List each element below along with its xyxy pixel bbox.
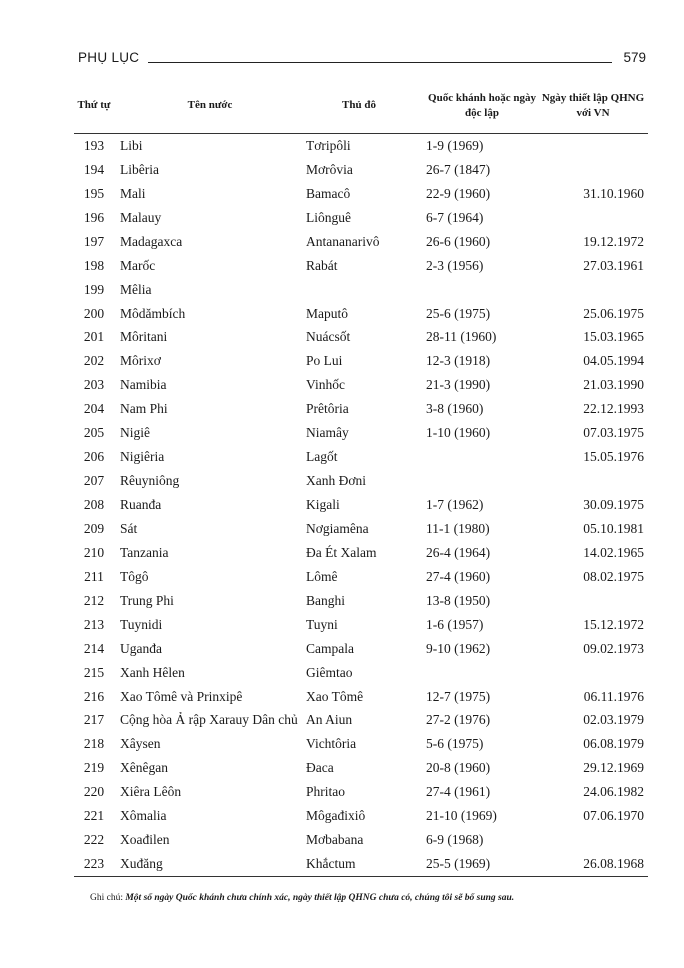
table-row [74,254,648,278]
row-order: 221 [83,808,105,824]
table-row [74,230,648,254]
table-row [74,158,648,182]
row-relations-date [538,158,648,182]
row-capital [306,278,426,302]
row-relations-date: 06.11.1976 [583,688,644,704]
column-header-order: Thứ tự [74,78,114,134]
row-capital: Maputô [306,305,348,321]
row-national-day [426,469,538,493]
row-national-day: 21-3 (1990) [426,377,491,393]
row-capital: Vinhốc [306,377,345,393]
row-capital: Đaca [306,760,334,776]
row-order: 194 [83,161,105,177]
row-national-day [426,445,538,469]
row-order: 210 [83,544,105,560]
table-header-row [74,78,648,134]
row-country: Tanzania [120,544,169,560]
row-national-day: 1-7 (1962) [426,497,484,513]
row-order: 203 [83,377,105,393]
row-national-day: 1-9 (1969) [426,137,484,153]
row-order: 200 [83,305,105,321]
row-relations-date [538,661,648,685]
row-relations-date: 25.06.1975 [583,305,644,321]
row-national-day: 21-10 (1969) [426,808,497,824]
row-national-day: 1-10 (1960) [426,425,491,441]
row-capital: Po Lui [306,353,343,369]
table-row [74,804,648,828]
row-country: Madagaxca [120,233,183,249]
row-relations-date: 07.06.1970 [583,808,644,824]
row-relations-date [538,469,648,493]
row-national-day: 25-5 (1969) [426,852,538,876]
row-relations-date: 04.05.1994 [583,353,644,369]
table-row [74,134,648,158]
row-national-day: 12-3 (1918) [426,353,491,369]
row-capital: Banghi [306,592,345,608]
row-relations-date: 21.03.1990 [583,377,644,393]
row-country: Nam Phi [120,401,168,417]
table-row [74,732,648,756]
header-rule [148,62,612,63]
page-number: 579 [623,50,646,65]
row-capital: Môgađixiô [306,808,366,824]
row-national-day: 6-9 (1968) [426,832,484,848]
row-country: Xiêra Lêôn [120,784,182,800]
row-country: Tôgô [120,568,149,584]
row-country: Xanh Hêlen [120,664,185,680]
row-country: Trung Phi [120,592,174,608]
row-capital: Mơrôvia [306,161,353,177]
table-row [74,373,648,397]
row-national-day: 9-10 (1962) [426,640,491,656]
table-row [74,302,648,326]
row-order: 195 [83,185,105,201]
table-row [74,828,648,852]
row-capital: Liônguê [306,209,351,225]
row-capital: Khắctum [306,852,426,876]
table-row [74,397,648,421]
row-country: Libi [120,137,143,153]
row-order: 212 [83,592,105,608]
row-national-day [426,661,538,685]
row-relations-date: 06.08.1979 [583,736,644,752]
row-order: 193 [83,137,105,153]
row-relations-date [538,589,648,613]
row-country: Marốc [120,257,156,273]
row-relations-date: 09.02.1973 [583,640,644,656]
row-national-day: 3-8 (1960) [426,401,484,417]
row-capital: Nơgiamêna [306,520,369,536]
row-order: 202 [83,353,105,369]
row-country: Ruanđa [120,497,162,513]
row-country: Sát [120,520,138,536]
row-national-day: 2-3 (1956) [426,257,484,273]
row-capital: Antananarivô [306,233,380,249]
row-capital: Tuyni [306,616,338,632]
row-capital: Giêmtao [306,664,353,680]
row-order: 222 [83,832,105,848]
row-order: 213 [83,616,105,632]
row-national-day: 13-8 (1950) [426,592,491,608]
row-relations-date: 15.05.1976 [583,449,644,465]
table-row [74,493,648,517]
row-relations-date: 29.12.1969 [583,760,644,776]
row-order: 215 [83,664,105,680]
row-national-day: 26-6 (1960) [426,233,491,249]
row-national-day: 25-6 (1975) [426,305,491,321]
footnote [90,893,650,903]
row-order: 217 [83,712,105,728]
table-row [74,541,648,565]
row-order: 209 [83,520,105,536]
row-national-day: 26-7 (1847) [426,161,491,177]
section-title: PHỤ LỤC [78,50,140,65]
page-header [78,50,646,70]
row-order: 211 [84,568,104,584]
row-order: 218 [83,736,105,752]
row-relations-date: 26.08.1968 [538,852,648,876]
row-national-day: 12-7 (1975) [426,688,491,704]
row-relations-date: 14.02.1965 [583,544,644,560]
row-national-day: 22-9 (1960) [426,185,491,201]
row-order: 199 [83,281,105,297]
row-country: Uganđa [120,640,162,656]
row-relations-date [538,828,648,852]
row-capital: Xanh Đơni [306,473,367,489]
row-national-day [426,278,538,302]
row-order: 198 [83,257,105,273]
table-row [74,421,648,445]
row-capital: Nuácsốt [306,329,351,345]
row-capital: Đa Ét Xalam [306,544,377,560]
table-row [74,852,648,876]
row-relations-date [538,206,648,230]
row-country: Nigiêria [120,449,165,465]
table-row [74,780,648,804]
table-row [74,182,648,206]
row-order: 196 [83,209,105,225]
row-national-day: 28-11 (1960) [426,329,497,345]
table-row [74,661,648,685]
row-relations-date: 02.03.1979 [583,712,644,728]
row-order: 201 [83,329,105,345]
row-order: 208 [83,497,105,513]
row-national-day: 6-7 (1964) [426,209,484,225]
row-order: 205 [83,425,105,441]
row-country: Môrixơ [120,353,161,369]
row-order: 219 [83,760,105,776]
footnote-text: Một số ngày Quốc khánh chưa chính xác, ngày thiết lập QHNG chưa có, chúng tôi sẽ bổ sung sau. [125,893,515,903]
row-order: 216 [83,688,105,704]
row-order: 207 [83,473,105,489]
column-header-country: Tên nước [114,78,306,134]
row-relations-date: 19.12.1972 [583,233,644,249]
row-capital: Rabát [306,257,338,273]
row-relations-date [538,134,648,158]
table-row [74,637,648,661]
column-header-capital: Thủ đô [306,78,426,134]
row-national-day: 1-6 (1957) [426,616,484,632]
row-country: Cộng hòa Ả rập Xarauy Dân chủ [120,712,298,728]
row-country: Xâysen [120,736,161,752]
column-header-relations-date: Ngày thiết lập QHNG với VN [538,78,648,134]
row-relations-date: 30.09.1975 [583,497,644,513]
table-row [74,469,648,493]
row-country: Xoađilen [120,832,170,848]
row-relations-date: 24.06.1982 [583,784,644,800]
row-capital: Lagốt [306,449,338,465]
footnote-label: Ghi chú: [90,893,123,903]
row-capital: Mơbabana [306,832,364,848]
row-country: Xômalia [120,808,167,824]
row-national-day: 20-8 (1960) [426,760,491,776]
row-country: Libêria [120,161,159,177]
row-relations-date: 08.02.1975 [583,568,644,584]
row-capital: Niamây [306,425,349,441]
row-relations-date: 22.12.1993 [583,401,644,417]
row-country: Môdămbích [120,305,186,321]
table-row [74,349,648,373]
countries-table [74,78,648,877]
table-row [74,517,648,541]
row-order: 214 [83,640,105,656]
row-capital: Tơripôli [306,137,351,153]
row-capital: Lômê [306,568,338,584]
table-row [74,326,648,350]
row-relations-date: 05.10.1981 [583,520,644,536]
row-national-day: 27-4 (1961) [426,784,491,800]
row-country: Môritani [120,329,168,345]
table-body [74,134,648,877]
table-row [74,589,648,613]
row-national-day: 27-4 (1960) [426,568,491,584]
row-country: Xênêgan [120,760,168,776]
row-relations-date: 15.12.1972 [583,616,644,632]
table-row [74,613,648,637]
row-order: 206 [83,449,105,465]
table-row [74,565,648,589]
row-country: Xao Tômê và Prinxipê [120,688,243,704]
row-capital: Phritao [306,784,345,800]
row-country: Rêuyniông [120,473,180,489]
row-relations-date: 31.10.1960 [583,185,644,201]
table-row [74,709,648,733]
row-capital: Prêtôria [306,401,349,417]
row-country: Mali [120,185,146,201]
table-row [74,685,648,709]
row-national-day: 5-6 (1975) [426,736,484,752]
row-order: 220 [83,784,105,800]
row-relations-date: 15.03.1965 [583,329,644,345]
row-capital: Kigali [306,497,340,513]
row-relations-date [538,278,648,302]
row-order: 204 [83,401,105,417]
row-national-day: 27-2 (1976) [426,712,491,728]
row-country: Xuđăng [114,852,306,876]
row-capital: Bamacô [306,185,351,201]
row-order: 197 [83,233,105,249]
row-capital: Campala [306,640,354,656]
row-country: Tuynidi [120,616,163,632]
table-row [74,278,648,302]
column-header-national-day: Quốc khánh hoặc ngày độc lập [426,78,538,134]
row-relations-date: 27.03.1961 [583,257,644,273]
row-capital: An Aiun [306,712,353,728]
table-row [74,756,648,780]
row-country: Nigiê [120,425,150,441]
table-row [74,206,648,230]
row-capital: Vichtôria [306,736,357,752]
row-capital: Xao Tômê [306,688,364,704]
row-national-day: 26-4 (1964) [426,544,491,560]
row-country: Malauy [120,209,162,225]
row-country: Namibia [120,377,167,393]
table-row [74,445,648,469]
row-country: Mêlia [120,281,152,297]
row-order: 223 [74,852,114,876]
row-relations-date: 07.03.1975 [583,425,644,441]
row-national-day: 11-1 (1980) [426,520,490,536]
